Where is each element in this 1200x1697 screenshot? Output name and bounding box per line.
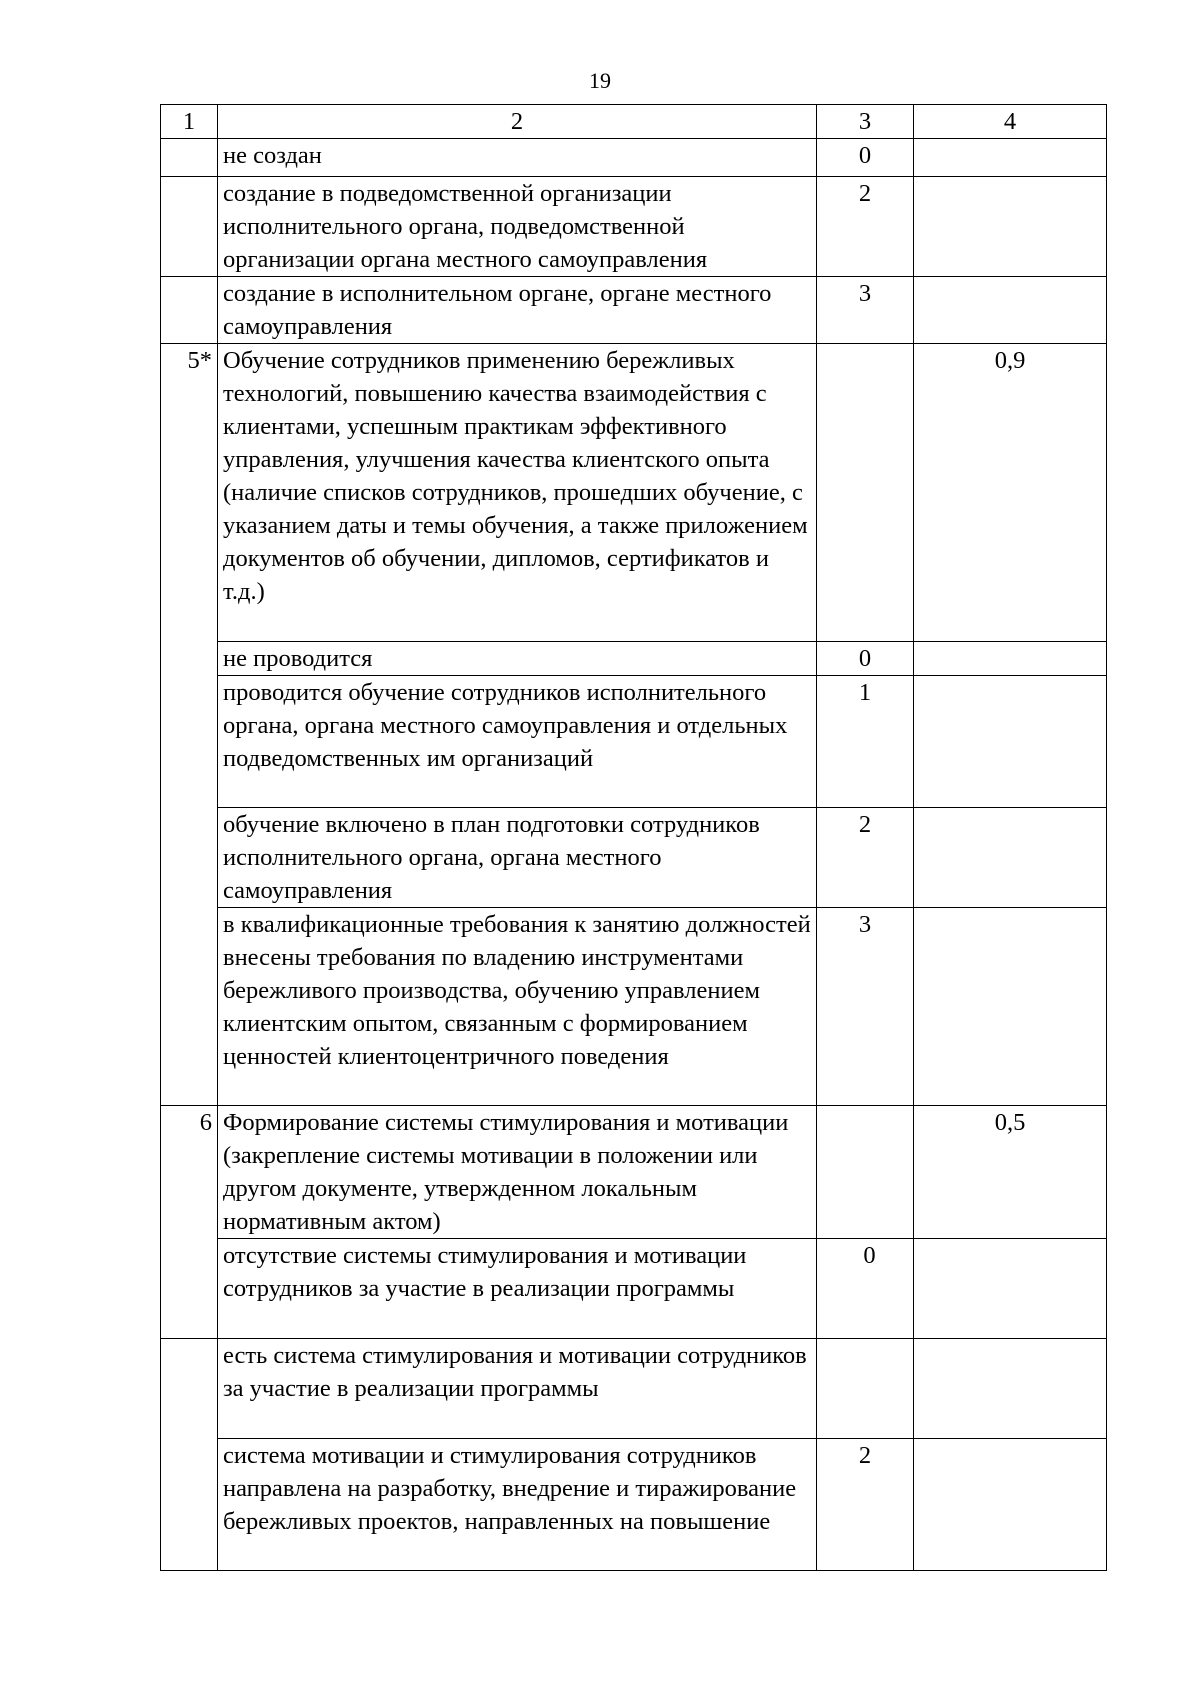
row-weight: [914, 808, 1107, 908]
row-weight: [914, 177, 1107, 277]
row-number: [161, 277, 218, 344]
row-score: 1: [817, 676, 914, 808]
row-score: [817, 344, 914, 642]
row-score: 0: [817, 642, 914, 676]
row-text: Обучение сотрудников применению бережливых технологий, повышению качества взаимодействия с клиентами, успешным практикам эффективного управления, улучшения качества клиентского опыта (наличие списков сотрудников, прошедших обучение, с указанием даты и темы обучения, а также приложением документов об обучении, дипломов, сертификатов и т.д.): [218, 344, 817, 642]
row-text: не создан: [218, 139, 817, 177]
row-number: [161, 177, 218, 277]
row-text: система мотивации и стимулирования сотрудников направлена на разработку, внедрение и тиражирование бережливых проектов, направленных на повышение: [218, 1439, 817, 1571]
row-weight: [914, 277, 1107, 344]
row-score: 3: [817, 908, 914, 1106]
row-score: 2: [817, 177, 914, 277]
row-text: обучение включено в план подготовки сотрудников исполнительного органа, органа местного самоуправления: [218, 808, 817, 908]
row-number: [161, 676, 218, 808]
table-row: [161, 177, 1107, 277]
row-weight: [914, 1339, 1107, 1439]
table-header-row: [161, 105, 1107, 139]
row-weight: [914, 139, 1107, 177]
row-number: [161, 642, 218, 676]
table-row: [161, 642, 1107, 676]
row-score: [817, 1339, 914, 1439]
page-number: 19: [589, 68, 611, 93]
row-number: [161, 1239, 218, 1339]
row-score: 3: [817, 277, 914, 344]
header-cell-2: 2: [218, 105, 817, 139]
row-weight: [914, 1239, 1107, 1339]
row-text: создание в исполнительном органе, органе местного самоуправления: [218, 277, 817, 344]
table-row: [161, 908, 1107, 1106]
table-row: [161, 808, 1107, 908]
row-weight: [914, 908, 1107, 1106]
row-text: есть система стимулирования и мотивации сотрудников за участие в реализации программы: [218, 1339, 817, 1439]
table-row: [161, 139, 1107, 177]
row-number: [161, 139, 218, 177]
row-weight: [914, 676, 1107, 808]
table-row: [161, 344, 1107, 642]
table-row: [161, 1439, 1107, 1571]
header-cell-4: 4: [914, 105, 1107, 139]
criteria-table: [160, 104, 1107, 1571]
row-score: 0: [817, 1239, 914, 1339]
row-text: отсутствие системы стимулирования и мотивации сотрудников за участие в реализации программы: [218, 1239, 817, 1339]
row-number: 6: [161, 1106, 218, 1239]
row-text: создание в подведомственной организации исполнительного органа, подведомственной организации органа местного самоуправления: [218, 177, 817, 277]
row-number: 5*: [161, 344, 218, 642]
table-row: [161, 676, 1107, 808]
table-row: [161, 277, 1107, 344]
row-weight: [914, 642, 1107, 676]
row-text: проводится обучение сотрудников исполнительного органа, органа местного самоуправления и отдельных подведомственных им организаций: [218, 676, 817, 808]
header-cell-1: 1: [161, 105, 218, 139]
row-text: Формирование системы стимулирования и мотивации (закрепление системы мотивации в положении или другом документе, утвержденном локальным нормативным актом): [218, 1106, 817, 1239]
row-score: 0: [817, 139, 914, 177]
row-number: [161, 1339, 218, 1439]
row-score: 2: [817, 1439, 914, 1571]
row-score: 2: [817, 808, 914, 908]
row-text: не проводится: [218, 642, 817, 676]
table-row: [161, 1239, 1107, 1339]
row-number: [161, 1439, 218, 1571]
row-number: [161, 908, 218, 1106]
table-row: [161, 1339, 1107, 1439]
row-weight: 0,5: [914, 1106, 1107, 1239]
row-weight: [914, 1439, 1107, 1571]
header-cell-3: 3: [817, 105, 914, 139]
table-row: [161, 1106, 1107, 1239]
row-weight: 0,9: [914, 344, 1107, 642]
row-text: в квалификационные требования к занятию должностей внесены требования по владению инструментами бережливого производства, обучению управлением клиентским опытом, связанным с формированием ценностей клиентоцентричного поведения: [218, 908, 817, 1106]
row-score: [817, 1106, 914, 1239]
row-number: [161, 808, 218, 908]
